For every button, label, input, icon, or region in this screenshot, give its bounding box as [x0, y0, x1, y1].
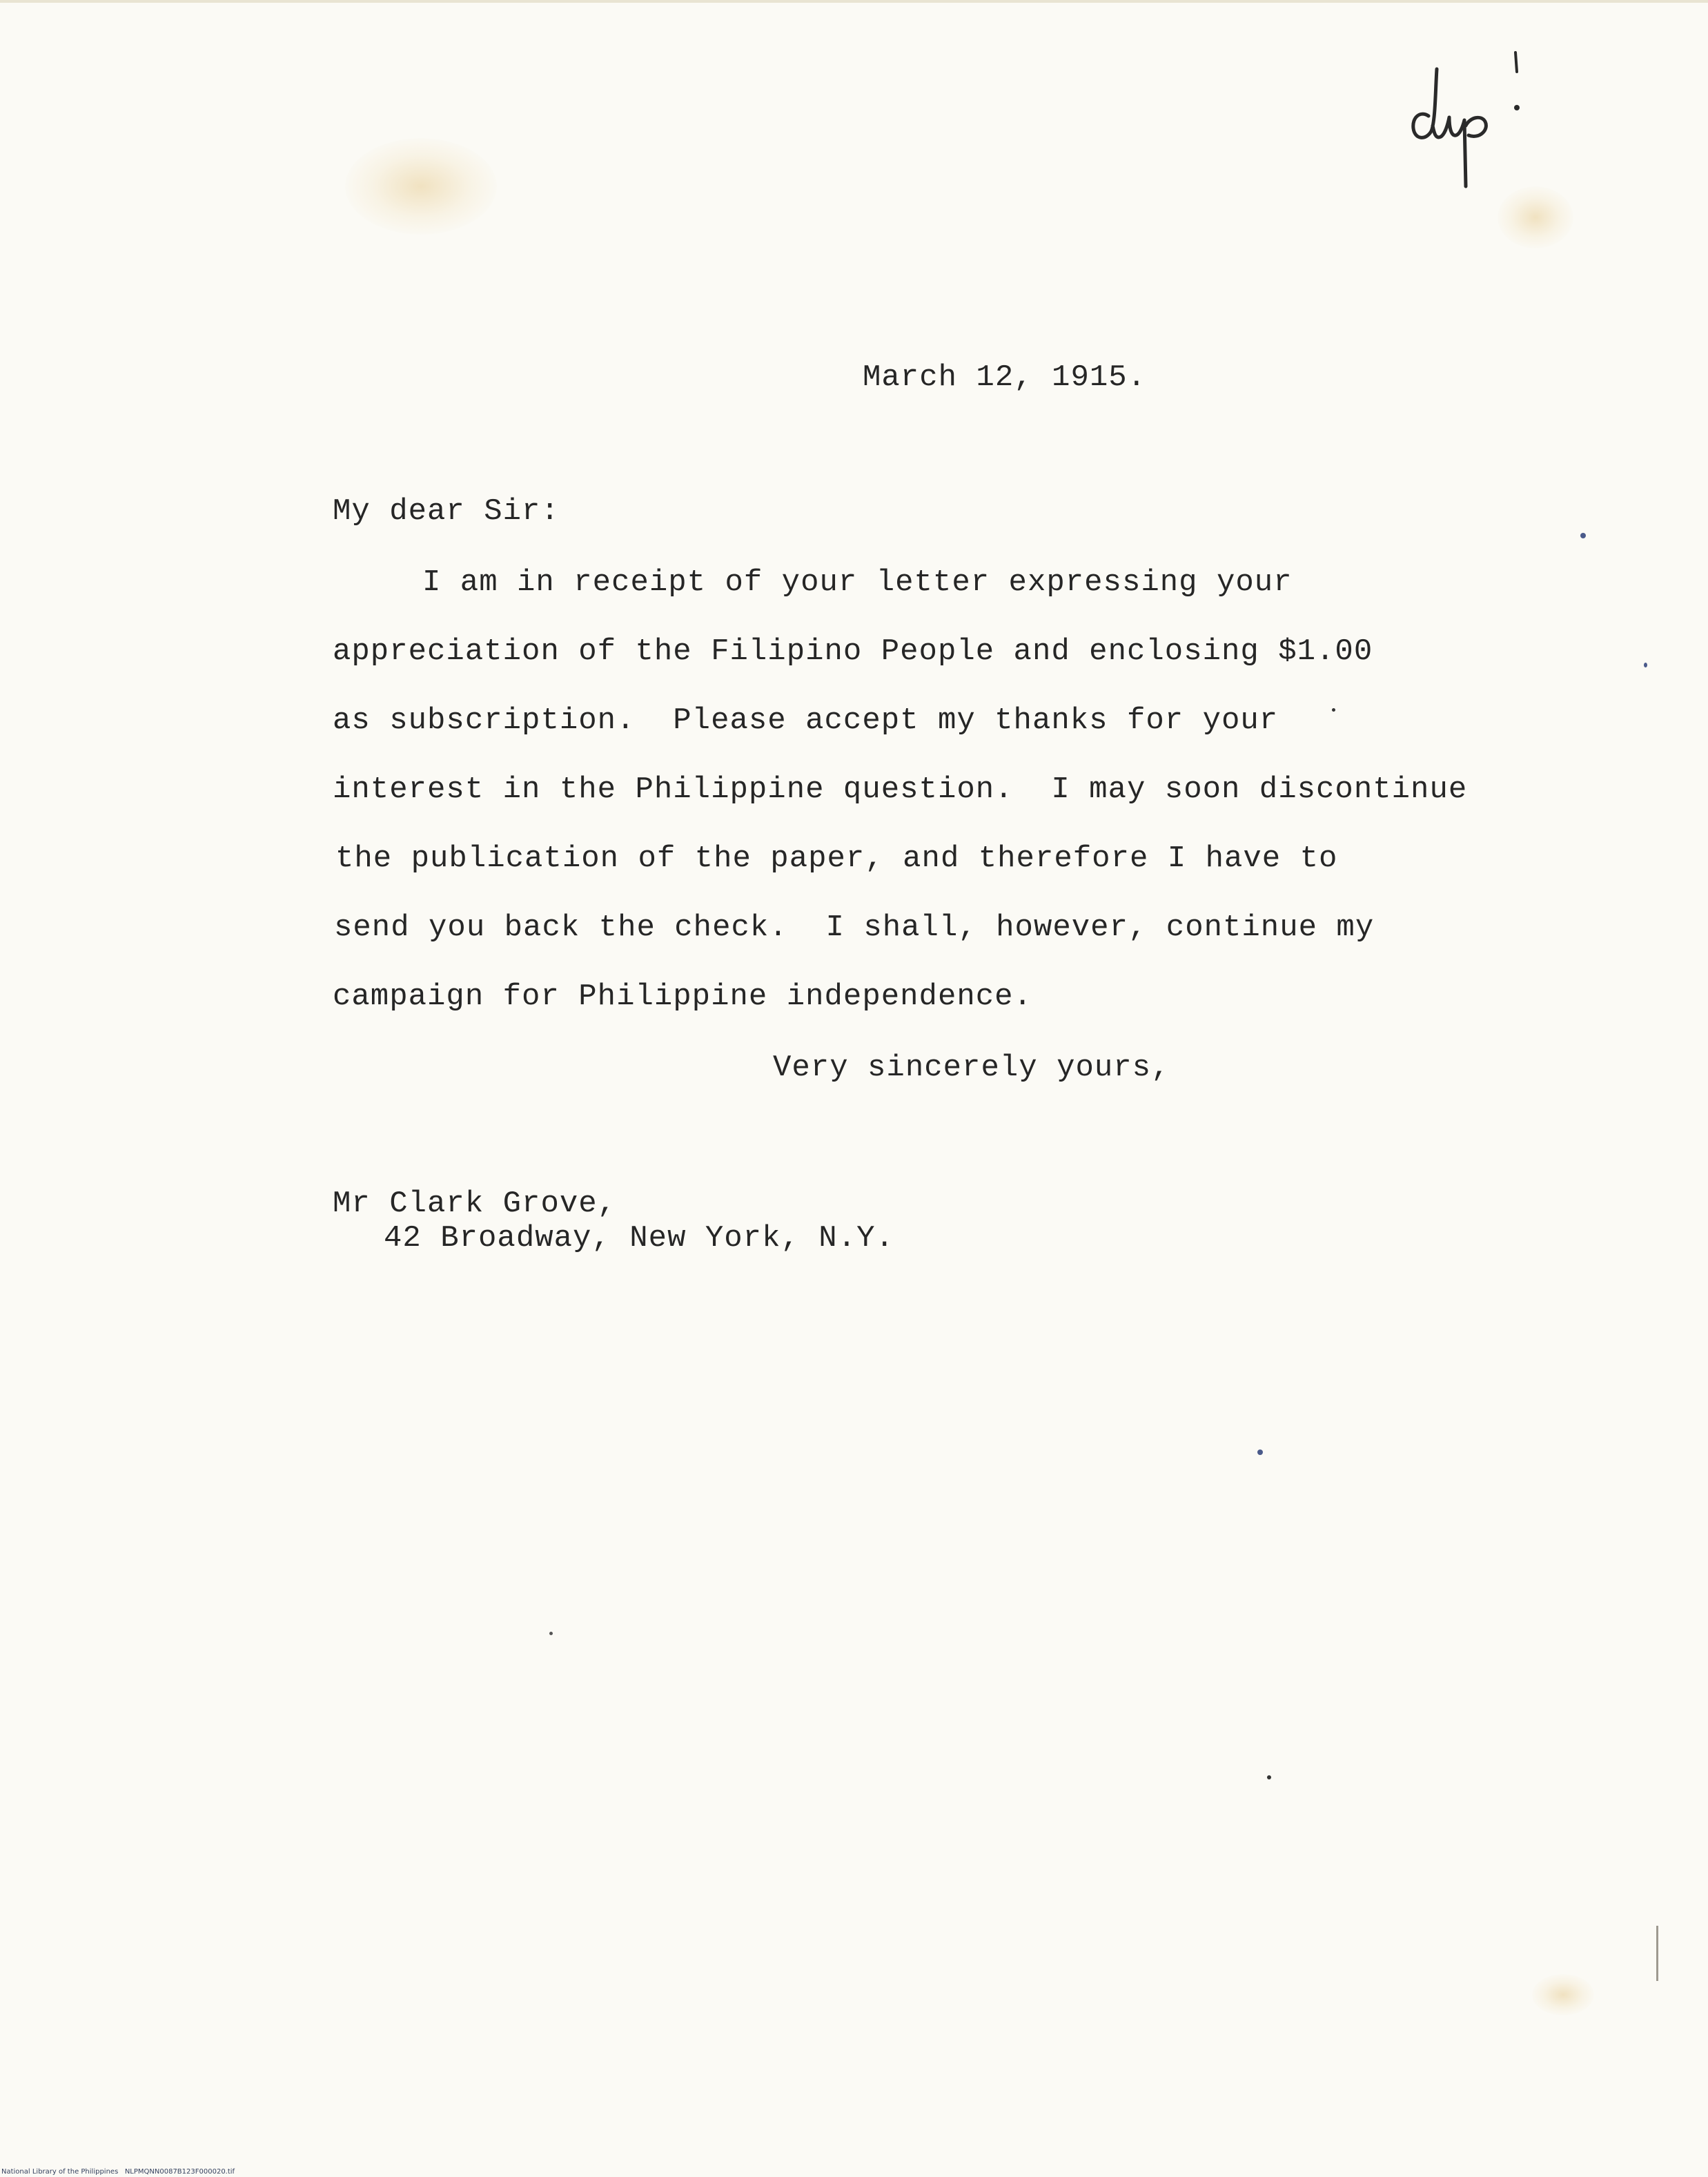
ink-speck [1332, 708, 1335, 712]
handwritten-annotation [1408, 48, 1532, 197]
letter-date: March 12, 1915. [863, 360, 1147, 395]
body-line: campaign for Philippine independence. [333, 979, 1032, 1014]
body-line: send you back the check. I shall, however, continue my [334, 910, 1375, 945]
ink-speck [1580, 533, 1586, 538]
paper-stain [345, 138, 497, 235]
paper-stain [1532, 1974, 1594, 2015]
letter-closing: Very sincerely yours, [773, 1051, 1170, 1085]
ink-speck [1257, 1449, 1263, 1455]
dup-handwriting [1408, 48, 1532, 193]
body-line: the publication of the paper, and therefore I have to [335, 841, 1338, 876]
body-line: appreciation of the Filipino People and enclosing $1.00 [333, 634, 1373, 669]
body-line: interest in the Philippine question. I may soon discontinue [333, 772, 1468, 807]
ink-speck [1267, 1775, 1271, 1779]
body-line: I am in receipt of your letter expressing your [422, 565, 1293, 600]
ink-speck [549, 1632, 553, 1635]
ink-speck [1644, 663, 1647, 667]
archive-footer: National Library of the Philippines NLPMQNN0087B123F000020.tif [1, 2168, 235, 2176]
recipient-name: Mr Clark Grove, [333, 1187, 617, 1221]
body-line: as subscription. Please accept my thanks for your [333, 703, 1279, 738]
margin-mark [1656, 1926, 1658, 1981]
letter-salutation: My dear Sir: [333, 494, 560, 529]
recipient-address: 42 Broadway, New York, N.Y. [384, 1221, 894, 1256]
scan-edge [0, 0, 1708, 3]
